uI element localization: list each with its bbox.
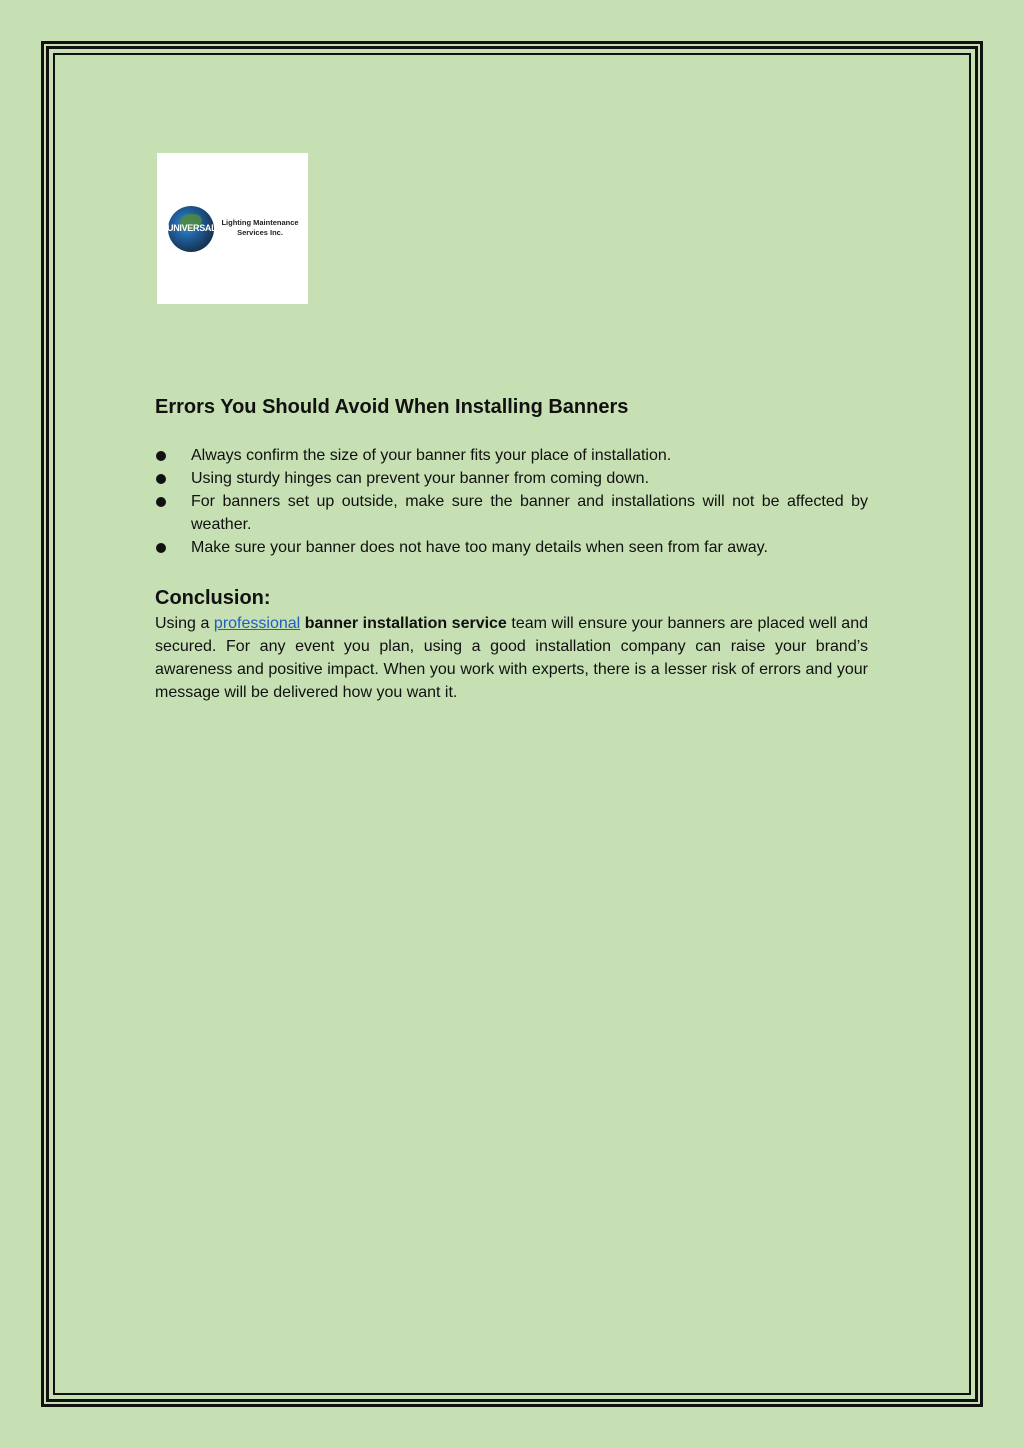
bullet-icon [156,451,166,461]
list-item-text: Always confirm the size of your banner fits your place of installation. [191,447,672,464]
conclusion-text-after: team will ensure your banners are placed well and secured. For any event you plan, using a good installation company can raise your brand’s awareness and positive impact. When you work with experts, there is a lesser risk of errors and your message will be delivered how you want it. [155,615,869,701]
list-item [155,467,868,490]
bullet-list [155,444,868,559]
conclusion-paragraph [155,612,868,704]
conclusion-bold-text: banner installation service [304,615,507,632]
bullet-icon [156,474,166,484]
bullet-icon [156,497,166,507]
list-item [155,444,868,467]
logo-company-line2: Services Inc. [237,228,283,237]
professional-link[interactable]: professional [213,615,301,632]
conclusion-heading: Conclusion: [155,587,271,609]
logo-globe-text: UNIVERSAL [167,223,217,233]
list-item-text: Make sure your banner does not have too many details when seen from far away. [191,539,768,556]
section-heading: Errors You Should Avoid When Installing Banners [155,396,629,418]
bullet-icon [156,543,166,553]
logo-company-line1: Lighting Maintenance [221,218,299,227]
logo-company-name [215,218,305,238]
list-item [155,536,868,559]
conclusion-text-before-link: Using a [155,615,214,632]
list-item-text: Using sturdy hinges can prevent your banner from coming down. [191,470,650,487]
list-item [155,490,868,536]
company-logo [157,153,308,304]
list-item-text: For banners set up outside, make sure the banner and installations will not be affected by weather. [191,493,868,533]
